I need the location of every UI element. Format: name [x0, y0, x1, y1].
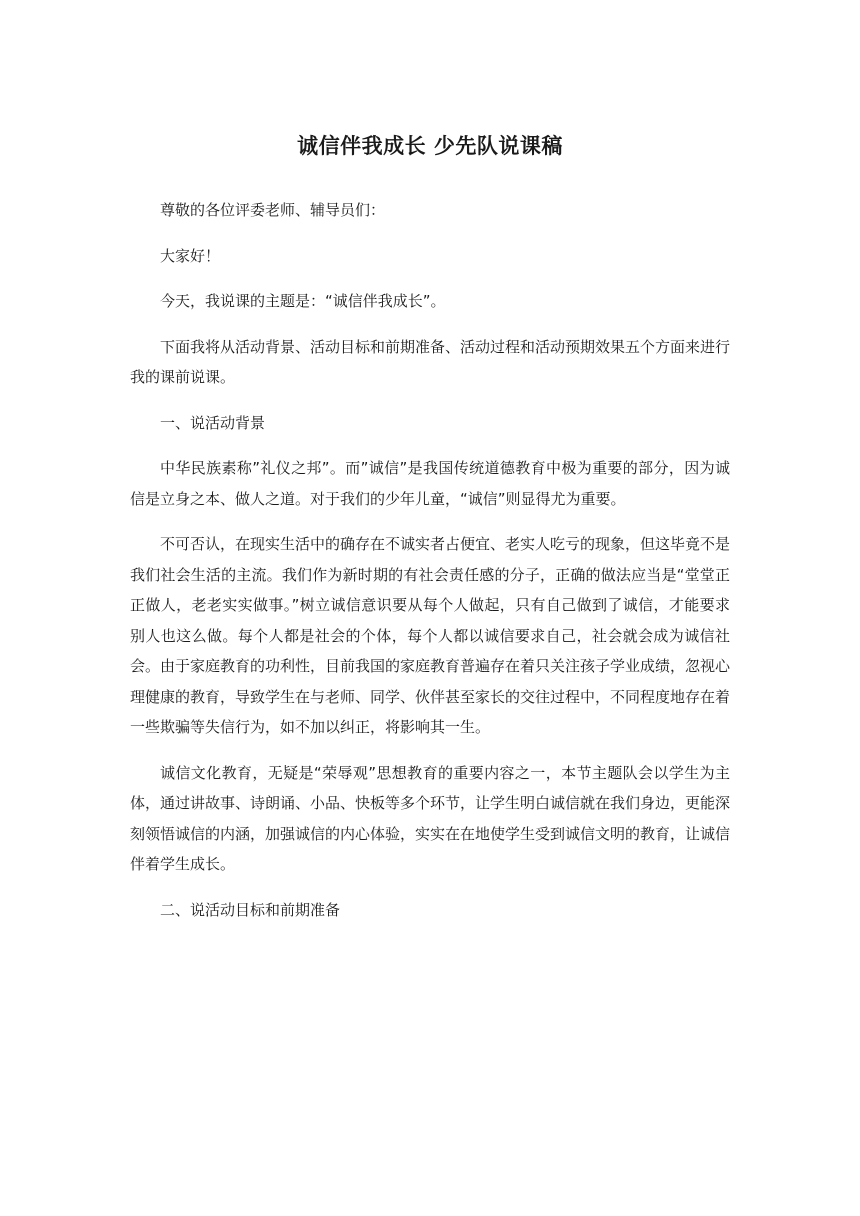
paragraph-greeting: 尊敬的各位评委老师、辅导员们： [160, 201, 386, 219]
document-body [130, 195, 730, 940]
paragraph-background-2: 不可否认，在现实生活中的确存在不诚实者占便宜、老实人吃亏的现象，但这毕竟不是我们社会生活的主流。我们作为新时期的有社会责任感的分子，正确的做法应当是“堂堂正正做人，老老实实做事。”树立诚信意识要从每个人做起，只有自己做到了诚信，才能要求别人也这么做。每个人都是社会的个体，每个人都以诚信要求自己，社会就会成为诚信社会。由于家庭教育的功利性，目前我国的家庭教育普遍存在着只关注孩子学业成绩，忽视心理健康的教育，导致学生在与老师、同学、伙伴甚至家长的交往过程中，不同程度地存在着一些欺骗等失信行为，如不加以纠正，将影响其一生。 [130, 535, 731, 736]
paragraph-background-1: 中华民族素称”礼仪之邦”。而”诚信”是我国传统道德教育中极为重要的部分，因为诚信是立身之本、做人之道。对于我们的少年儿童，“诚信”则显得尤为重要。 [130, 459, 730, 508]
paragraph-hello: 大家好！ [160, 246, 221, 265]
paragraph-background-3: 诚信文化教育，无疑是“荣辱观”思想教育的重要内容之一，本节主题队会以学生为主体，通过讲故事、诗朗诵、小品、快板等多个环节，让学生明白诚信就在我们身边，更能深刻领悟诚信的内涵，加强诚信的内心体验，实实在在地使学生受到诚信文明的教育，让诚信伴着学生成长。 [130, 763, 731, 873]
paragraph-outline: 下面我将从活动背景、活动目标和前期准备、活动过程和活动预期效果五个方面来进行我的课前说课。 [130, 337, 731, 386]
section-heading-goals: 二、说活动目标和前期准备 [160, 900, 341, 919]
paragraph-theme: 今天，我说课的主题是：“诚信伴我成长”。 [160, 292, 446, 310]
document-title: 诚信伴我成长 少先队说课稿 [297, 134, 563, 158]
section-heading-background: 一、说活动背景 [160, 413, 266, 432]
